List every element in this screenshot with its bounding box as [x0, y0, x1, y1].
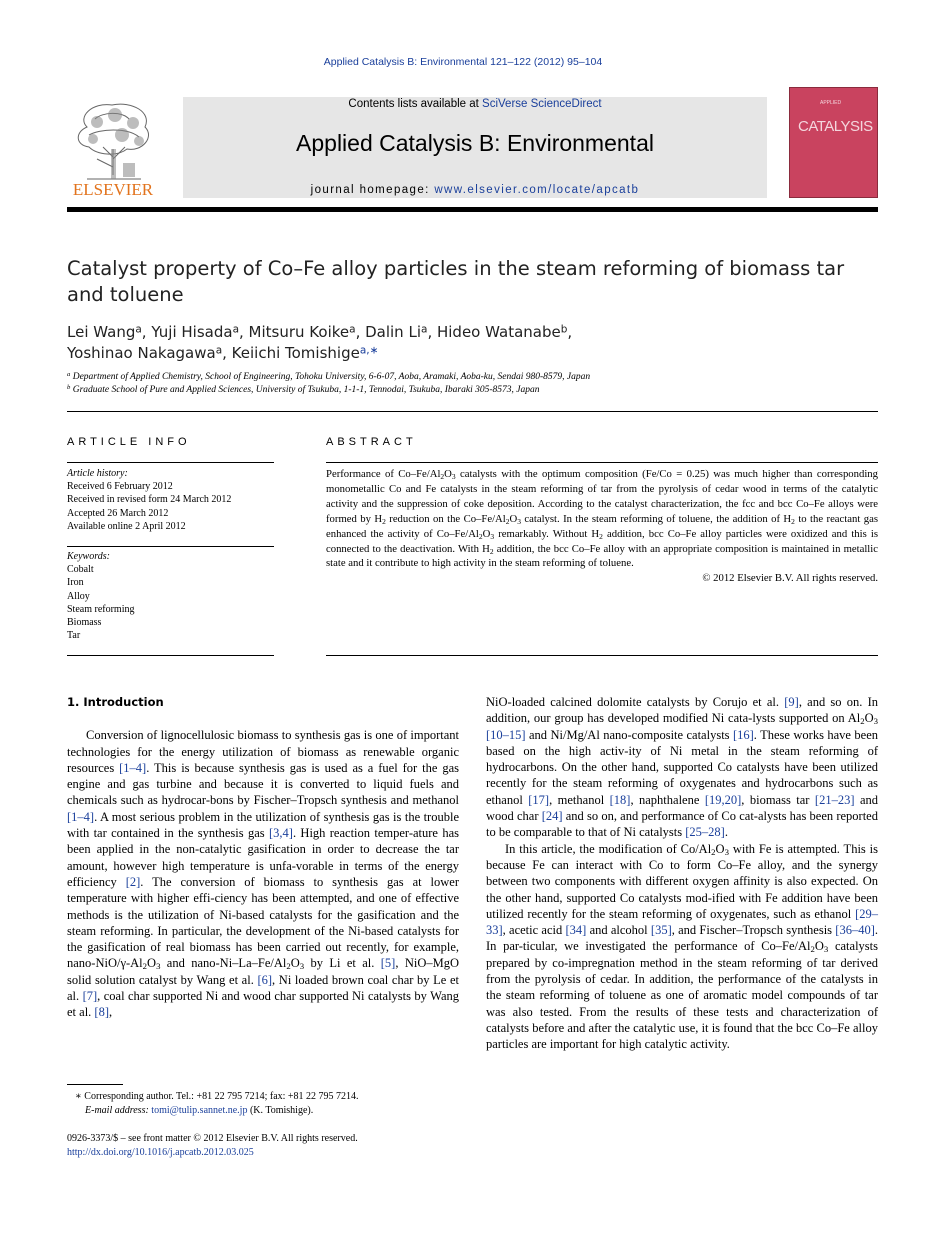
- history-item: Accepted 26 March 2012: [67, 507, 169, 519]
- author-affil-mark[interactable]: a: [421, 323, 428, 336]
- issn-line: 0926-3373/$ – see front matter © 2012 Elsevier B.V. All rights reserved.: [67, 1133, 358, 1144]
- citation-link[interactable]: [6]: [257, 972, 273, 987]
- author-name: Yuji Hisada: [151, 323, 233, 341]
- citation-link[interactable]: [5]: [380, 956, 396, 971]
- article-history: [67, 467, 231, 533]
- keyword-item: Tar: [67, 630, 81, 642]
- citation-link[interactable]: [16]: [732, 727, 754, 742]
- author-separator: ,: [222, 344, 232, 362]
- journal-homepage: [183, 184, 767, 196]
- keyword-item: Cobalt: [67, 564, 94, 576]
- citation-link[interactable]: [8]: [94, 1005, 109, 1020]
- abstract-rule-bottom: [326, 655, 878, 656]
- email-suffix: (K. Tomishige).: [247, 1104, 314, 1116]
- affiliation-mark: b: [67, 384, 71, 392]
- corresponding-footnote: [67, 1090, 459, 1117]
- page-footer: [67, 1132, 358, 1159]
- citation-link[interactable]: [7]: [82, 989, 98, 1004]
- keyword-item: Iron: [67, 577, 84, 589]
- citation-link[interactable]: [29–33]: [486, 906, 878, 938]
- keywords: [67, 550, 134, 642]
- abstract-rule-top: [326, 462, 878, 463]
- citation-link[interactable]: [10–15]: [486, 727, 526, 742]
- citation-link[interactable]: [21–23]: [814, 792, 855, 807]
- author-name: Mitsuru Koike: [248, 323, 350, 341]
- intro-column-left: [67, 694, 459, 1021]
- author-affil-mark[interactable]: a,∗: [359, 344, 379, 357]
- citation-link[interactable]: [24]: [541, 809, 563, 824]
- author-list: [67, 322, 878, 364]
- footnote-rule: [67, 1084, 123, 1085]
- publisher-logo-text: ELSEVIER: [72, 180, 154, 198]
- cover-title-text: CATALYSIS: [798, 118, 873, 135]
- author-affil-mark[interactable]: a: [135, 323, 142, 336]
- contents-line: [183, 98, 767, 110]
- author-affil-mark[interactable]: a: [215, 344, 223, 357]
- author-name: Lei Wang: [67, 323, 136, 341]
- section-heading: 1. Introduction: [67, 695, 164, 709]
- citation-link[interactable]: [25–28]: [685, 825, 725, 840]
- intro-column-right: [486, 694, 878, 1053]
- journal-title: Applied Catalysis B: Environmental: [296, 130, 654, 156]
- elsevier-tree-logo-icon: [67, 97, 159, 198]
- author-affil-mark[interactable]: a: [232, 323, 239, 336]
- affiliation-b: [67, 385, 539, 395]
- author-separator: ,: [141, 323, 152, 341]
- history-item: Available online 2 April 2012: [67, 520, 186, 532]
- history-item: Received in revised form 24 March 2012: [67, 494, 232, 506]
- abstract-heading: ABSTRACT: [326, 436, 417, 448]
- article-info-heading: ARTICLE INFO: [67, 436, 191, 448]
- affiliation-text: Department of Applied Chemistry, School of Engineering, Tohoku University, 6-6-07, Aoba, Aramaki, Aoba-ku, Sendai 980-8579, Japan: [72, 372, 591, 382]
- author-name: Keiichi Tomishige: [231, 344, 360, 362]
- contents-prefix: Contents lists available at: [348, 98, 483, 110]
- email-line: [67, 1104, 459, 1118]
- journal-reference[interactable]: Applied Catalysis B: Environmental 121–122 (2012) 95–104: [323, 56, 603, 68]
- citation-link[interactable]: [35]: [650, 923, 672, 938]
- abstract-body: [326, 467, 878, 586]
- keyword-item: Steam reforming: [67, 603, 135, 615]
- body-paragraph: NiO-loaded calcined dolomite catalysts by Corujo et al. [9], and so on. In addition, our group has developed modified Ni cata-lysts supported on $Al_2O_3$ [10–15] and Ni/Mg/Al nano-composite catalysts [16]. These works have been based on the high activ-ity of Ni metal in the steam reforming of hydrocarbons. On the other hand, supported Co catalysts have been utilized recently for the steam reforming of oxygenates and hydrocarbons such as ethanol [17], methanol [18], naphthalene [19,20], biomass tar [21–23] and wood char [24] and so on, and performance of Co cat-alysts has been reported to be comparable to that of Ni catalysts [25–28].: [486, 695, 878, 840]
- author-separator: ,: [567, 323, 573, 341]
- author-name: Dalin Li: [365, 323, 421, 341]
- section-rule: [67, 411, 878, 412]
- journal-cover-image: [789, 87, 878, 198]
- keyword-item: Biomass: [67, 617, 102, 629]
- citation-link[interactable]: [36–40]: [835, 923, 875, 938]
- article-title: Catalyst property of Co–Fe alloy particles in the steam reforming of biomass tar and toluene: [67, 257, 845, 306]
- citation-link[interactable]: [9]: [784, 695, 799, 709]
- citation-link[interactable]: [1–4]: [67, 809, 95, 824]
- history-label: Article history:: [67, 468, 128, 479]
- email-link[interactable]: tomi@tulip.sannet.ne.jp: [151, 1104, 248, 1116]
- homepage-prefix: journal homepage:: [310, 184, 435, 196]
- citation-link[interactable]: [3,4]: [268, 826, 293, 841]
- keywords-label: Keywords:: [67, 551, 110, 562]
- info-rule-top: [67, 462, 274, 463]
- info-rule-mid: [67, 546, 274, 547]
- keyword-item: Alloy: [67, 590, 90, 602]
- author-affil-mark[interactable]: b: [560, 323, 568, 336]
- history-item: Received 6 February 2012: [67, 481, 173, 493]
- copyright-notice: © 2012 Elsevier B.V. All rights reserved.: [702, 572, 878, 585]
- sciencedirect-link[interactable]: SciVerse ScienceDirect: [482, 98, 602, 110]
- citation-link[interactable]: [17]: [528, 792, 550, 807]
- doi-link[interactable]: http://dx.doi.org/10.1016/j.apcatb.2012.03.025: [67, 1146, 254, 1158]
- corresponding-author: ∗ Corresponding author. Tel.: +81 22 795 7214; fax: +81 22 795 7214.: [75, 1091, 359, 1102]
- citation-link[interactable]: [19,20]: [704, 792, 742, 807]
- homepage-link[interactable]: www.elsevier.com/locate/apcatb: [434, 184, 640, 196]
- affiliation-text: Graduate School of Pure and Applied Sciences, University of Tsukuba, 1-1-1, Tennodai, Tsukuba, Ibaraki 305-8573, Japan: [72, 385, 540, 395]
- body-paragraph: In this article, the modification of $Co/Al_2O_3$ with Fe is attempted. This is because Fe can interact with Co to form Co–Fe alloy, and the synergy between two components with different oxygen affinity is also expected. On the other hand, supported Co catalysts mod-ified with Fe addition have been utilized recently for the steam reforming of oxygenates, such as ethanol [29–33], acetic acid [34] and alcohol [35], and Fischer–Tropsch synthesis [36–40]. In par-ticular, we investigated the performance of $Co-Fe/Al_2O_3$ catalysts prepared by co-impregnation method in the steam reforming of tar derived from the pyrolysis of cedar. In addition, the performance of the catalysts in the steam reforming of toluene as one of aromatic model compounds of tar was also tested. From the results of these tests and characterization of catalysts before and after the catalytic use, it is found that the bcc Co–Fe alloy particles are important for high catalytic activity.: [486, 841, 878, 1052]
- author-separator: ,: [355, 323, 366, 341]
- author-separator: ,: [239, 323, 249, 341]
- abstract-text: Performance of $Co-Fe/Al_2O_3$ catalysts with the optimum composition (Fe/Co = 0.25) was much higher than corresponding monometallic Co and Fe catalysts in the steam reforming of tar from the pyrolysis of cedar wood in terms of the catalytic activity and the suppression of coke deposition. According to the catalyst characterization, the fcc and bcc Co–Fe alloys were formed by $H_2$ reduction on the $Co-Fe/Al_2O_3$ catalyst. In the steam reforming of toluene, the addition of $H_2$ to the reactant gas enhanced the activity of $Co-Fe/Al_2O_3$ remarkably. Without $H_2$ addition, bcc Co–Fe alloy particles were oxidized and this is connected to the deactivation. With $H_2$ addition, the bcc Co–Fe alloy with an appropriate composition is maintained in metallic state and it contribute to high activity in the steam reforming of toluene.: [326, 468, 878, 570]
- affiliation-a: [67, 372, 590, 382]
- email-label: E-mail address:: [85, 1104, 152, 1116]
- author-name: Yoshinao Nakagawa: [67, 344, 216, 362]
- body-paragraph: Conversion of lignocellulosic biomass to synthesis gas is one of important technologies for the energy utilization of biomass as renewable organic resources [1–4]. This is because synthesis gas is used as a fuel for the gas engine and gas turbine and because it is converted to liquid fuels and chemicals such as hydrocar-bons by Fischer–Tropsch synthesis and methanol [1–4]. A most serious problem in the utilization of synthesis gas is the trouble with tar contained in the synthesis gas [3,4]. High reaction temper-ature has been applied in the non-catalytic gasification in order to decrease the tar amount, however high temperature is unfa-vorable in terms of the energy efficiency [2]. The conversion of biomass to synthesis gas at lower temperature with higher effi-ciency has been attempted, and one of effective methods is the utilization of Ni-based catalysts for the gasification and the steam reforming. In particular, the development of the Ni-based catalysts for the gasification of real biomass has been carried out recently, for example, nano-$NiO/\gamma-Al_2O_3$ and nano-$Ni-La-Fe/Al_2O_3$ by Li et al. [5], NiO–MgO solid solution catalyst by Wang et al. [6], Ni loaded brown coal char by Le et al. [7], coal char supported Ni and wood char supported Ni catalysts by Wang et al. [8],: [67, 728, 460, 1020]
- info-rule-bottom: [67, 655, 274, 656]
- citation-link[interactable]: [2]: [125, 874, 141, 889]
- author-affil-mark[interactable]: a: [349, 323, 356, 336]
- author-name: Hideo Watanabe: [436, 323, 561, 341]
- citation-link[interactable]: [1–4]: [119, 760, 147, 775]
- citation-link[interactable]: [18]: [609, 792, 631, 807]
- author-separator: ,: [427, 323, 437, 341]
- citation-link[interactable]: [34]: [565, 923, 587, 938]
- affiliation-mark: a: [67, 371, 71, 379]
- cover-small-text: APPLIED: [820, 100, 842, 106]
- header-rule: [67, 207, 878, 212]
